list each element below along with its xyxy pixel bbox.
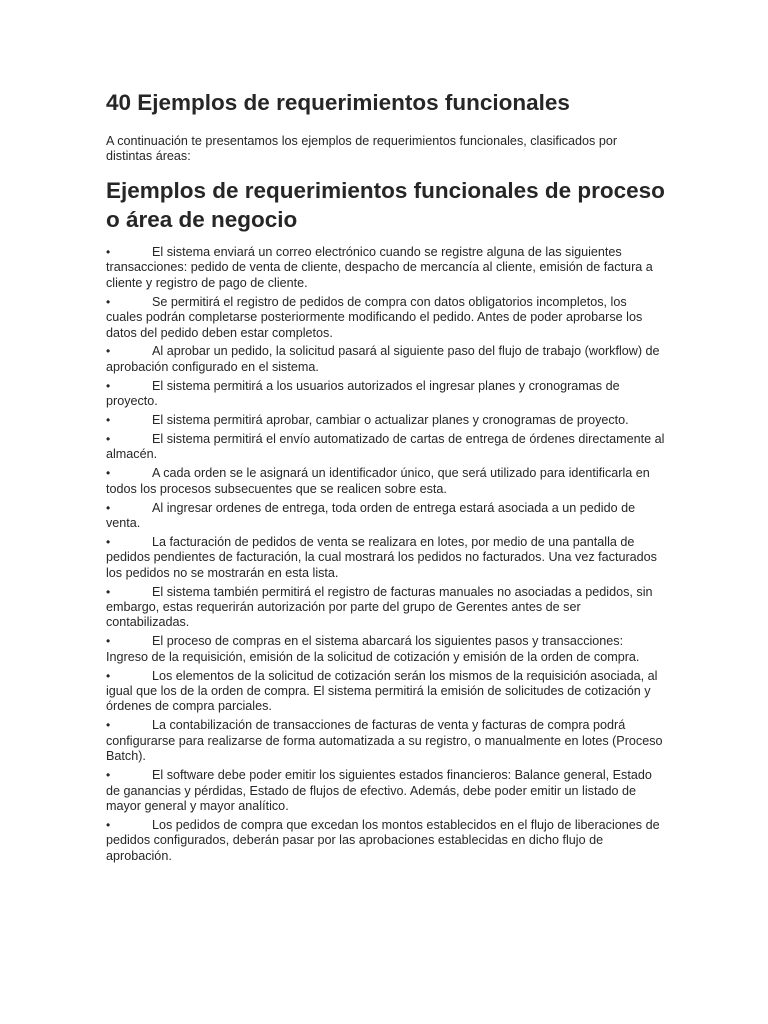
intro-paragraph: A continuación te presentamos los ejemplos de requerimientos funcionales, clasificados por distintas áreas: [106,134,618,163]
list-item [106,413,666,428]
list-item [106,295,666,341]
bullet-icon: • [106,817,111,832]
bullet-icon: • [106,584,111,599]
bullet-icon: • [106,768,111,783]
list-item [106,501,666,532]
list-item [106,634,666,665]
bullet-icon: • [106,466,111,481]
list-item-text: Se permitirá el registro de pedidos de compra con datos obligatorios incompletos, los cuales podrán completarse posteriormente modificando el pedido. Antes de poder aprobarse los datos del pedido deben estar completos. [106,294,643,340]
list-item-text: Al ingresar ordenes de entrega, toda orden de entrega estará asociada a un pedido de venta. [106,500,636,530]
list-item-text: La contabilización de transacciones de facturas de venta y facturas de compra podrá configurarse para realizarse de forma automatizada a su registro, o manualmente en lotes (Proceso Batch). [106,718,663,764]
list-item [106,818,666,864]
list-item [106,379,666,410]
bullet-icon: • [106,413,111,428]
list-item-text: El proceso de compras en el sistema abarcará los siguientes pasos y transacciones: Ingreso de la requisición, emisión de la solicitud de cotización y emisión de la orden de compra. [106,634,640,664]
document-title: 40 Ejemplos de requerimientos funcionales [106,90,570,115]
list-item [106,768,666,814]
bullet-icon: • [106,668,111,683]
list-item [106,344,666,375]
bullet-icon: • [106,378,111,393]
list-item [106,585,666,631]
list-item-text: Los pedidos de compra que excedan los montos establecidos en el flujo de liberaciones de pedidos configurados, deberán pasar por las aprobaciones establecidas en dicho flujo de aprobación. [106,817,660,863]
requirements-list [106,245,666,864]
bullet-icon: • [106,718,111,733]
list-item-text: El sistema también permitirá el registro de facturas manuales no asociadas a pedidos, sin embargo, estas requerirán autorización por parte del grupo de Gerentes antes de ser contabilizadas. [106,584,653,630]
list-item-text: El software debe poder emitir los siguientes estados financieros: Balance general, Estado de ganancias y pérdidas, Estado de flujos de efectivo. Además, debe poder emitir un listado de mayor general y mayor analítico. [106,768,652,813]
list-item-text: Al aprobar un pedido, la solicitud pasará al siguiente paso del flujo de trabajo (workflow) de aprobación configurado en el sistema. [106,344,660,374]
bullet-icon: • [106,431,111,446]
list-item [106,669,666,715]
list-item-text: Los elementos de la solicitud de cotización serán los mismos de la requisición asociada, al igual que los de la orden de compra. El sistema permitirá la emisión de solicitudes de cotización y órdenes de compra parciales. [106,668,658,714]
list-item [106,432,666,463]
list-item [106,466,666,497]
bullet-icon: • [106,634,111,649]
list-item-text: El sistema permitirá aprobar, cambiar o actualizar planes y cronogramas de proyecto. [152,413,629,428]
bullet-icon: • [106,344,111,359]
list-item-text: El sistema permitirá a los usuarios autorizados el ingresar planes y cronogramas de proyecto. [106,378,620,409]
list-item [106,245,666,291]
list-item [106,718,666,764]
list-item-text: A cada orden se le asignará un identificador único, que será utilizado para identificarla en todos los procesos subsecuentes que se realicen sobre esta. [106,466,650,496]
bullet-icon: • [106,534,111,549]
section-heading: Ejemplos de requerimientos funcionales de proceso o área de negocio [106,178,665,232]
list-item-text: El sistema permitirá el envío automatizado de cartas de entrega de órdenes directamente al almacén. [106,431,665,462]
list-item-text: La facturación de pedidos de venta se realizara en lotes, por medio de una pantalla de pedidos pendientes de facturación, la cual mostrará los pedidos no facturados. Una vez facturados los pedidos no se mostrarán en esta lista. [106,534,657,580]
document-page [106,88,666,868]
bullet-icon: • [106,500,111,515]
list-item [106,535,666,581]
bullet-icon: • [106,245,111,259]
list-item-text: El sistema enviará un correo electrónico cuando se registre alguna de las siguientes transacciones: pedido de venta de cliente, despacho de mercancía al cliente, emisión de factura a cliente y registro de pago de cliente. [106,245,653,290]
bullet-icon: • [106,294,111,309]
